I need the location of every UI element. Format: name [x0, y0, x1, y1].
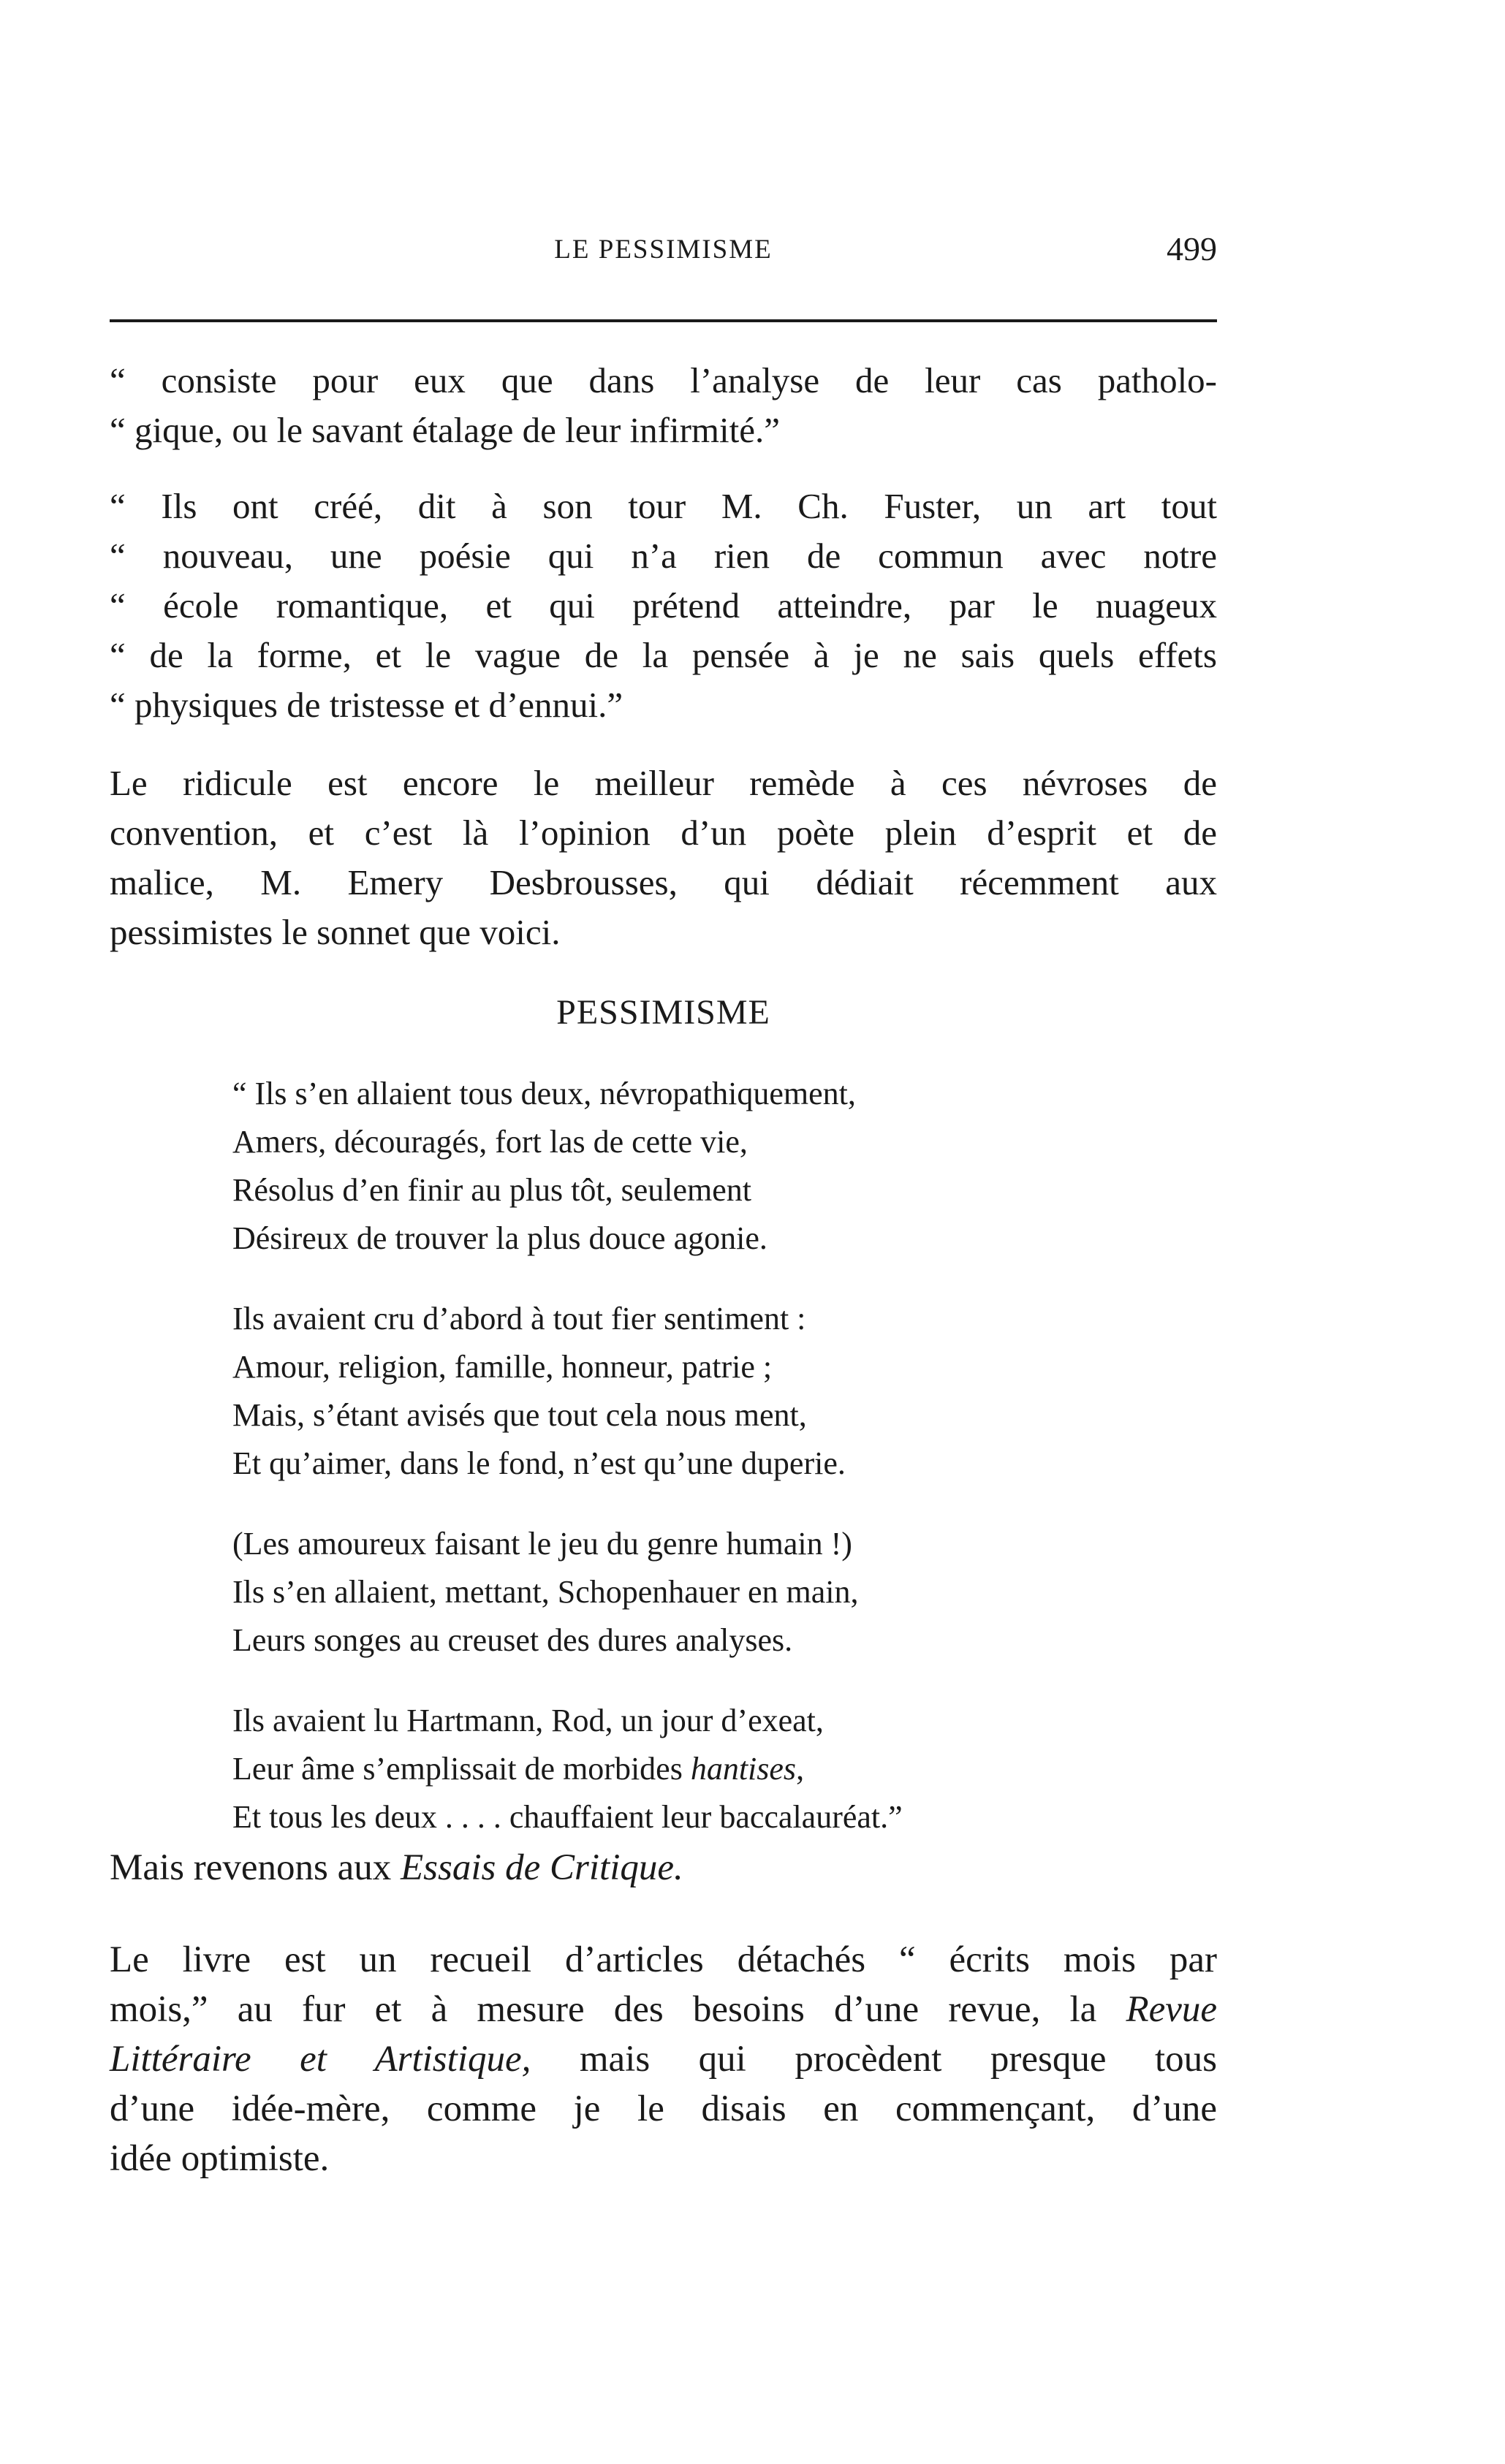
- verse-line: (Les amoureux faisant le jeu du genre humain !): [232, 1526, 852, 1562]
- quote-continuation: [110, 356, 1217, 455]
- paragraph-mais: [110, 1843, 1217, 1893]
- text-line: [110, 1843, 1217, 1893]
- book-title: Essais de Critique.: [401, 1847, 683, 1888]
- verse-line: Amour, religion, famille, honneur, patrie ;: [232, 1349, 773, 1385]
- page-number: 499: [1167, 230, 1217, 267]
- text-line: convention, et c’est là l’opinion d’un poète plein d’esprit et de: [110, 813, 1217, 853]
- text-line: [110, 2034, 1217, 2084]
- journal-title: Revue: [1126, 1989, 1217, 2030]
- text-line: Le livre est un recueil d’articles détachés “ écrits mois par: [110, 1939, 1217, 1980]
- stanza: [232, 1070, 903, 1263]
- text-line: “ de la forme, et le vague de la pensée à je ne sais quels effets: [110, 635, 1217, 675]
- verse-line: Et qu’aimer, dans le fond, n’est qu’une duperie.: [232, 1445, 846, 1481]
- header-rule: [110, 319, 1217, 322]
- text-line: idée optimiste.: [110, 2138, 330, 2179]
- text-line: “ école romantique, et qui prétend atteindre, par le nuageux: [110, 585, 1217, 625]
- paragraph-ridicule: [110, 758, 1217, 957]
- verse-line: Désireux de trouver la plus douce agonie.: [232, 1220, 767, 1256]
- text-line: “ physiques de tristesse et d’ennui.”: [110, 685, 623, 725]
- verse-line: Leurs songes au creuset des dures analyses.: [232, 1622, 793, 1658]
- verse-line: Amers, découragés, fort las de cette vie,: [232, 1124, 748, 1160]
- text-prefix: mois,” au fur et à mesure des besoins d’une revue, la: [110, 1989, 1126, 2030]
- verse-punctuation: ,: [796, 1751, 805, 1787]
- journal-title: Littéraire et Artistique,: [110, 2039, 531, 2080]
- text-line: “ consiste pour eux que dans l’analyse de leur cas patholo-: [110, 360, 1217, 400]
- running-head: [110, 230, 1217, 278]
- poem-title: PESSIMISME: [556, 993, 770, 1032]
- text-line: “ gique, ou le savant étalage de leur infirmité.”: [110, 410, 781, 450]
- running-title: LE PESSIMISME: [554, 235, 773, 265]
- sonnet: [232, 1070, 903, 1874]
- text-suffix: mais qui procèdent presque tous: [531, 2039, 1217, 2080]
- verse-line: Ils avaient lu Hartmann, Rod, un jour d’exeat,: [232, 1703, 824, 1738]
- text-line: “ Ils ont créé, dit à son tour M. Ch. Fuster, un art tout: [110, 486, 1217, 526]
- text-line: [110, 1985, 1217, 2034]
- text-prefix: Mais revenons aux: [110, 1847, 401, 1888]
- stanza: [232, 1520, 903, 1665]
- verse-line: Et tous les deux . . . . chauffaient leur baccalauréat.”: [232, 1799, 903, 1835]
- verse-line: “ Ils s’en allaient tous deux, névropathiquement,: [232, 1076, 856, 1111]
- verse-line: [232, 1745, 903, 1793]
- text-line: “ nouveau, une poésie qui n’a rien de commun avec notre: [110, 536, 1217, 576]
- text-line: malice, M. Emery Desbrousses, qui dédiait récemment aux: [110, 862, 1217, 902]
- text-line: Le ridicule est encore le meilleur remède à ces névroses de: [110, 763, 1217, 803]
- stanza: [232, 1295, 903, 1488]
- text-line: pessimistes le sonnet que voici.: [110, 912, 561, 952]
- italic-word: hantises: [690, 1751, 797, 1787]
- verse-text: Leur âme s’emplissait de morbides: [232, 1751, 691, 1787]
- text-line: d’une idée-mère, comme je le disais en commençant, d’une: [110, 2088, 1217, 2129]
- verse-line: Ils avaient cru d’abord à tout fier sentiment :: [232, 1301, 806, 1336]
- verse-line: Mais, s’étant avisés que tout cela nous ment,: [232, 1397, 807, 1433]
- paragraph-livre: [110, 1935, 1217, 2183]
- stanza: [232, 1697, 903, 1841]
- verse-line: Ils s’en allaient, mettant, Schopenhauer en main,: [232, 1574, 859, 1610]
- fuster-quote: [110, 482, 1217, 730]
- verse-line: Résolus d’en finir au plus tôt, seulement: [232, 1172, 751, 1208]
